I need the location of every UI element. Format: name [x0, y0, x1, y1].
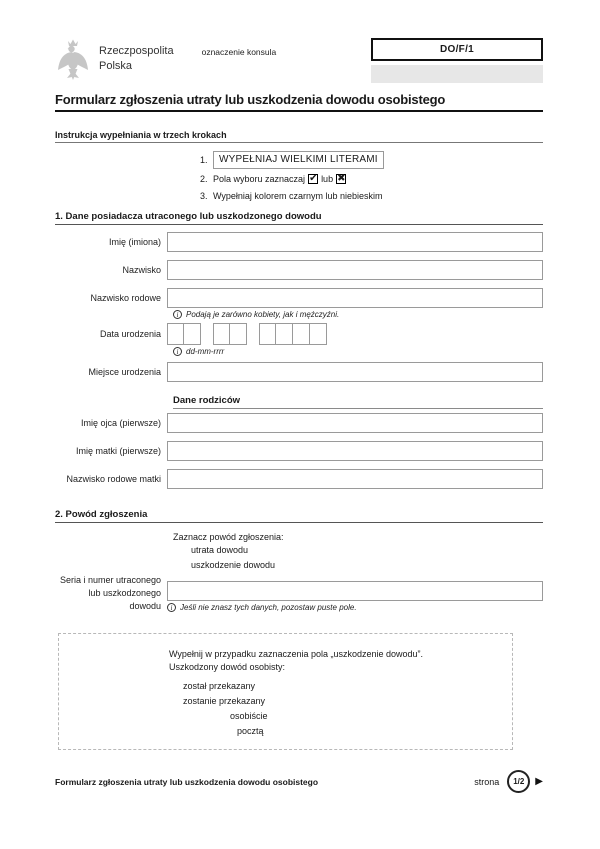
- birth-date-cell[interactable]: [167, 323, 184, 345]
- footer-form-name: Formularz zgłoszenia utraty lub uszkodzenia dowodu osobistego: [55, 776, 319, 787]
- series-number-note: i Jeśli nie znasz tych danych, pozostaw puste pole.: [167, 603, 543, 612]
- birth-date-day-group: [167, 323, 201, 345]
- mother-family-name-label: Nazwisko rodowe matki: [66, 473, 161, 484]
- polish-eagle-icon: [55, 38, 91, 84]
- mother-name-row: [55, 441, 543, 461]
- instruction-step-2: [200, 174, 543, 184]
- family-name-row: [55, 288, 543, 308]
- form-code-block: [371, 38, 543, 83]
- next-page-arrow-icon[interactable]: ▶: [535, 775, 543, 787]
- birth-place-label: Miejsce urodzenia: [88, 366, 161, 377]
- birth-date-row: [55, 323, 543, 345]
- option-loss[interactable]: utrata dowodu: [191, 545, 249, 555]
- father-name-row: [55, 413, 543, 433]
- consul-designation-label: oznaczenie konsula: [201, 47, 277, 57]
- page-title: Formularz zgłoszenia utraty lub uszkodzenia dowodu osobistego: [55, 92, 543, 112]
- damage-suboption-by-mail[interactable]: pocztą: [237, 726, 264, 736]
- birth-date-cell[interactable]: [293, 323, 310, 345]
- first-name-row: [55, 232, 543, 252]
- step-number: 3.: [200, 191, 208, 201]
- series-number-label: Seria i numer utraconego lub uszkodzonego dowodu: [59, 575, 161, 611]
- step-or-text: lub: [321, 174, 334, 184]
- instructions-steps: [200, 151, 543, 201]
- country-name: Rzeczpospolita Polska: [99, 45, 174, 72]
- surname-row: [55, 260, 543, 280]
- series-number-row: [55, 574, 543, 613]
- birth-place-input[interactable]: [167, 362, 543, 382]
- damage-option-handed-over[interactable]: został przekazany: [183, 681, 256, 691]
- checkbox-cross-icon: ✖: [337, 173, 346, 184]
- family-name-note: i Podają je zarówno kobiety, jak i mężczyźni.: [173, 310, 543, 319]
- instruction-step-3: [200, 191, 543, 201]
- step-text: Pola wyboru zaznaczaj: [213, 174, 306, 184]
- birth-date-month-group: [213, 323, 247, 345]
- family-name-input[interactable]: [167, 288, 543, 308]
- reason-select-label: Zaznacz powód zgłoszenia:: [173, 532, 284, 542]
- birth-date-cell[interactable]: [213, 323, 230, 345]
- uppercase-instruction-box: WYPEŁNIAJ WIELKIMI LITERAMI: [213, 151, 384, 169]
- first-name-label: Imię (imiona): [108, 236, 161, 247]
- damage-option-will-be-handed[interactable]: zostanie przekazany: [183, 696, 266, 706]
- option-damage[interactable]: uszkodzenie dowodu: [191, 560, 276, 570]
- birth-date-note: i dd-mm-rrrr: [173, 347, 543, 356]
- surname-input[interactable]: [167, 260, 543, 280]
- step-number: 2.: [200, 174, 208, 184]
- info-icon: i: [167, 603, 176, 612]
- birth-date-cell[interactable]: [259, 323, 276, 345]
- family-name-label: Nazwisko rodowe: [90, 292, 161, 303]
- footer: [55, 770, 543, 793]
- birth-date-cell[interactable]: [230, 323, 247, 345]
- first-name-input[interactable]: [167, 232, 543, 252]
- office-use-box: [371, 65, 543, 83]
- father-name-input[interactable]: [167, 413, 543, 433]
- step-text: Wypełniaj kolorem czarnym lub niebieskim: [213, 191, 383, 201]
- birth-date-cell[interactable]: [184, 323, 201, 345]
- step-number: 1.: [200, 155, 208, 165]
- birth-date-cells[interactable]: [167, 323, 327, 345]
- damage-box-line2: Uszkodzony dowód osobisty:: [169, 662, 286, 672]
- birth-place-row: [55, 362, 543, 382]
- mother-name-input[interactable]: [167, 441, 543, 461]
- form-code-box: DO/F/1: [371, 38, 543, 61]
- page-indicator: [474, 770, 543, 793]
- series-number-input[interactable]: [167, 581, 543, 601]
- page-word: strona: [474, 776, 500, 787]
- birth-date-year-group: [259, 323, 327, 345]
- instruction-step-1: [200, 151, 543, 169]
- section-2-heading: 2. Powód zgłoszenia: [55, 509, 543, 523]
- birth-date-label: Data urodzenia: [99, 328, 161, 339]
- header: [55, 38, 543, 84]
- instructions-heading: Instrukcja wypełniania w trzech krokach: [55, 130, 543, 143]
- info-icon: i: [173, 347, 182, 356]
- damage-conditional-box: [58, 633, 513, 750]
- checkbox-check-icon: ✔: [309, 173, 318, 184]
- section-1-heading: 1. Dane posiadacza utraconego lub uszkodzonego dowodu: [55, 211, 543, 225]
- surname-label: Nazwisko: [122, 264, 161, 275]
- damage-box-line1: Wypełnij w przypadku zaznaczenia pola „uszkodzenie dowodu”.: [169, 649, 424, 659]
- mother-family-name-input[interactable]: [167, 469, 543, 489]
- father-name-label: Imię ojca (pierwsze): [80, 417, 161, 428]
- birth-date-cell[interactable]: [276, 323, 293, 345]
- mother-family-name-row: [55, 469, 543, 489]
- coat-of-arms-block: [55, 38, 174, 84]
- birth-date-cell[interactable]: [310, 323, 327, 345]
- damage-suboption-in-person[interactable]: osobiście: [230, 711, 268, 721]
- mother-name-label: Imię matki (pierwsze): [75, 445, 161, 456]
- info-icon: i: [173, 310, 182, 319]
- parents-data-heading: Dane rodziców: [173, 395, 543, 409]
- page-number-badge: 1/2: [507, 770, 530, 793]
